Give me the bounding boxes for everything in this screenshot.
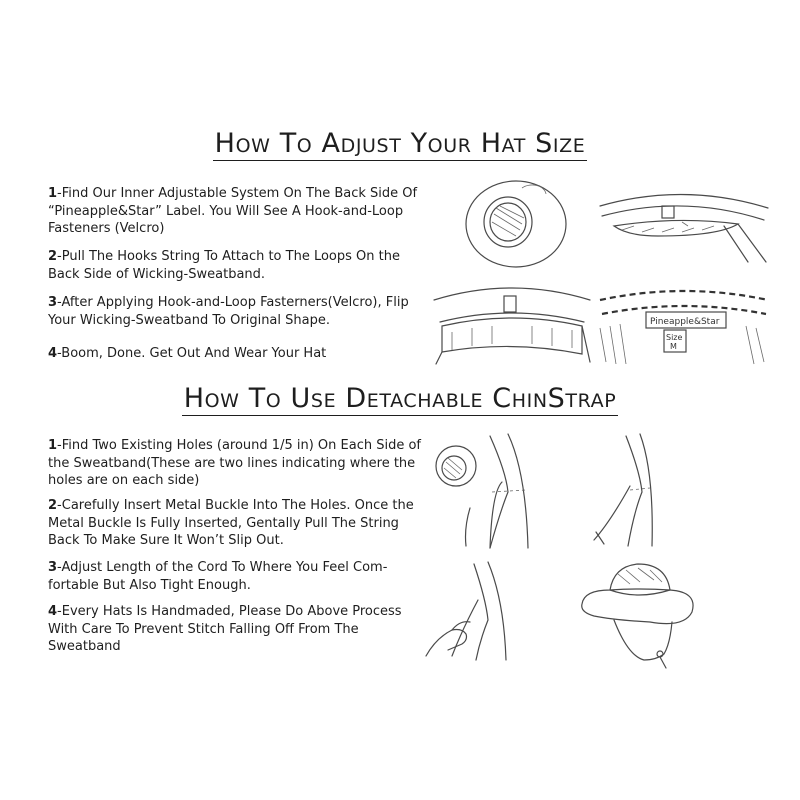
label-brand-text: Pineapple&Star bbox=[650, 317, 720, 327]
insert-buckle-illustration bbox=[590, 432, 660, 548]
adjust-step-4: 4-Boom, Done. Get Out And Wear Your Hat bbox=[48, 346, 327, 361]
label-size-text: Size bbox=[666, 333, 683, 342]
velcro-pull-illustration bbox=[598, 186, 770, 264]
chinstrap-step-1: 1-Find Two Existing Holes (around 1/5 in) On Each Side of the Sweatband(These are two lines indicating where the holes are on each side) bbox=[48, 438, 421, 488]
chinstrap-step-2: 2-Carefully Insert Metal Buckle Into The Holes. Once the Metal Buckle Is Fully Inserted, Gentally Pull The String Back To Make Sure It Won’t Slip Out. bbox=[48, 498, 414, 548]
finished-hat-illustration bbox=[574, 560, 704, 672]
section-title-adjust-size: How To Adjust Your Hat Size bbox=[214, 128, 586, 159]
adjust-step-1: 1-Find Our Inner Adjustable System On The Back Side Of “Pineapple&Star” Label. You Will See A Hook-and-Loop Fasteners (Velcro) bbox=[48, 186, 418, 236]
adjust-cord-illustration bbox=[422, 560, 522, 664]
adjust-step-3: 3-After Applying Hook-and-Loop Fasterners(Velcro), Flip Your Wicking-Sweatband To Original Shape. bbox=[48, 295, 409, 328]
adjust-step-2: 2-Pull The Hooks String To Attach to The Loops On the Back Side of Wicking-Sweatband. bbox=[48, 249, 400, 282]
label-closeup-illustration bbox=[596, 286, 772, 368]
section-title-chinstrap: How To Use Detachable ChinStrap bbox=[183, 383, 617, 414]
label-size-value: M bbox=[670, 342, 677, 351]
hat-top-view-illustration bbox=[462, 178, 570, 270]
chinstrap-step-4: 4-Every Hats Is Handmaded, Please Do Above Process With Care To Prevent Stitch Falling Off From The Sweatband bbox=[48, 604, 402, 654]
flip-sweatband-illustration bbox=[432, 282, 592, 366]
find-holes-illustration bbox=[430, 432, 540, 550]
chinstrap-step-3: 3-Adjust Length of the Cord To Where You Feel Com-fortable But Also Tight Enough. bbox=[48, 560, 388, 593]
